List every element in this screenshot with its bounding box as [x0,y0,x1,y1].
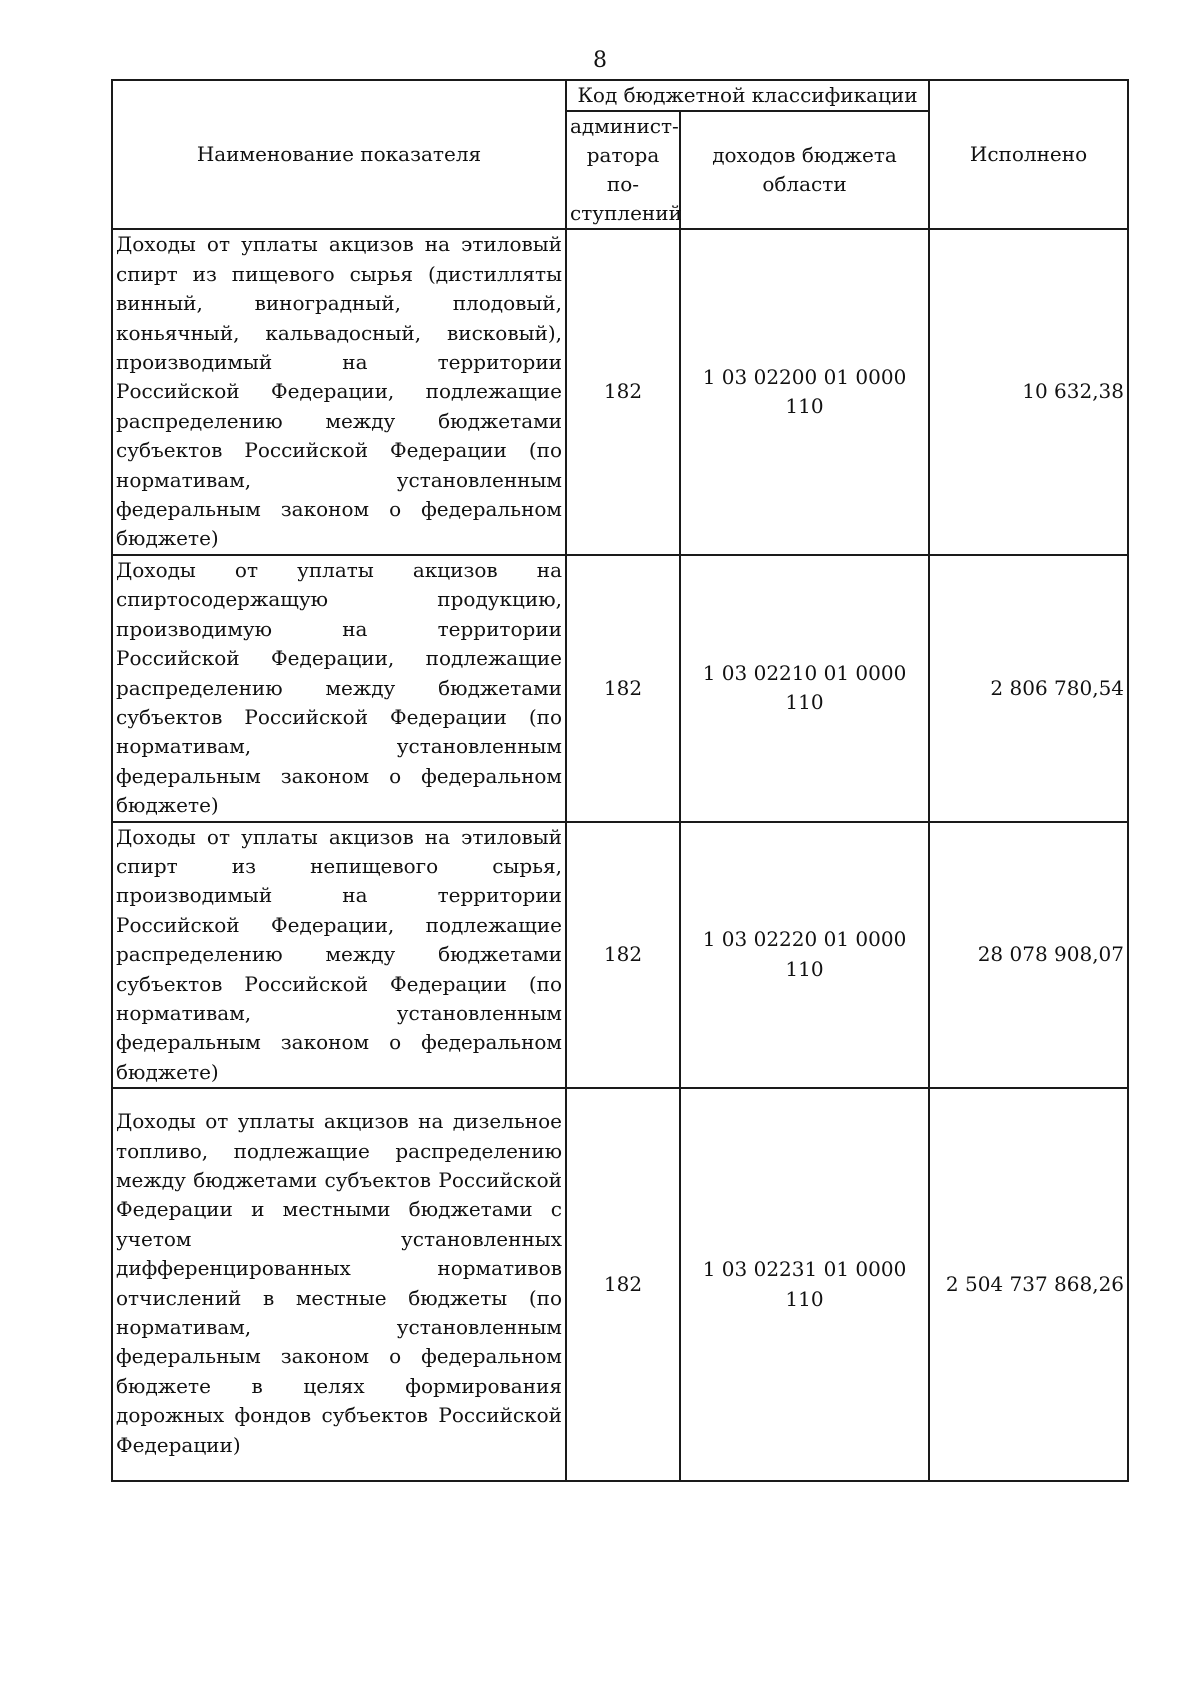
row-income-code: 1 03 02210 01 0000 110 [680,555,929,822]
row-admin-code: 182 [566,822,680,1089]
row-executed-amount: 2 504 737 868,26 [929,1088,1128,1481]
page-number: 8 [593,48,607,73]
header-budget-classification-code: Код бюджетной классификации [566,80,929,111]
header-revenue-administrator: админист-ратора по-ступлений [566,111,680,229]
row-income-code: 1 03 02200 01 0000 110 [680,229,929,554]
row-indicator-name: Доходы от уплаты акцизов на этиловый спирт из непищевого сырья, производимый на территории Российской Федерации, подлежащие распределению между бюджетами субъектов Российской Федерации (по нормативам, установленным федеральным законом о федеральном бюджете) [112,822,566,1089]
row-indicator-name: Доходы от уплаты акцизов на этиловый спирт из пищевого сырья (дистилляты винный, виноградный, плодовый, коньячный, кальвадосный, висковый), производимый на территории Российской Федерации, подлежащие распределению между бюджетами субъектов Российской Федерации (по нормативам, установленным федеральным законом о федеральном бюджете) [112,229,566,554]
table-row [112,229,1128,554]
row-income-code: 1 03 02220 01 0000 110 [680,822,929,1089]
row-admin-code: 182 [566,1088,680,1481]
header-regional-budget-income: доходов бюджета области [680,111,929,229]
header-row-top [112,80,1128,111]
table-row [112,822,1128,1089]
revenue-table [111,79,1129,1482]
table-row [112,1088,1128,1481]
row-indicator-name: Доходы от уплаты акцизов на дизельное топливо, подлежащие распределению между бюджетами субъектов Российской Федерации и местными бюджетами с учетом установленных дифференцированных нормативов отчислений в местные бюджеты (по нормативам, установленным федеральным законом о федеральном бюджете в целях формирования дорожных фондов субъектов Российской Федерации) [112,1088,566,1481]
row-admin-code: 182 [566,555,680,822]
header-indicator-name: Наименование показателя [112,80,566,229]
row-admin-code: 182 [566,229,680,554]
table-row [112,555,1128,822]
row-income-code: 1 03 02231 01 0000 110 [680,1088,929,1481]
row-executed-amount: 10 632,38 [929,229,1128,554]
header-executed: Исполнено [929,80,1128,229]
row-executed-amount: 2 806 780,54 [929,555,1128,822]
row-executed-amount: 28 078 908,07 [929,822,1128,1089]
row-indicator-name: Доходы от уплаты акцизов на спиртосодержащую продукцию, производимую на территории Российской Федерации, подлежащие распределению между бюджетами субъектов Российской Федерации (по нормативам, установленным федеральным законом о федеральном бюджете) [112,555,566,822]
